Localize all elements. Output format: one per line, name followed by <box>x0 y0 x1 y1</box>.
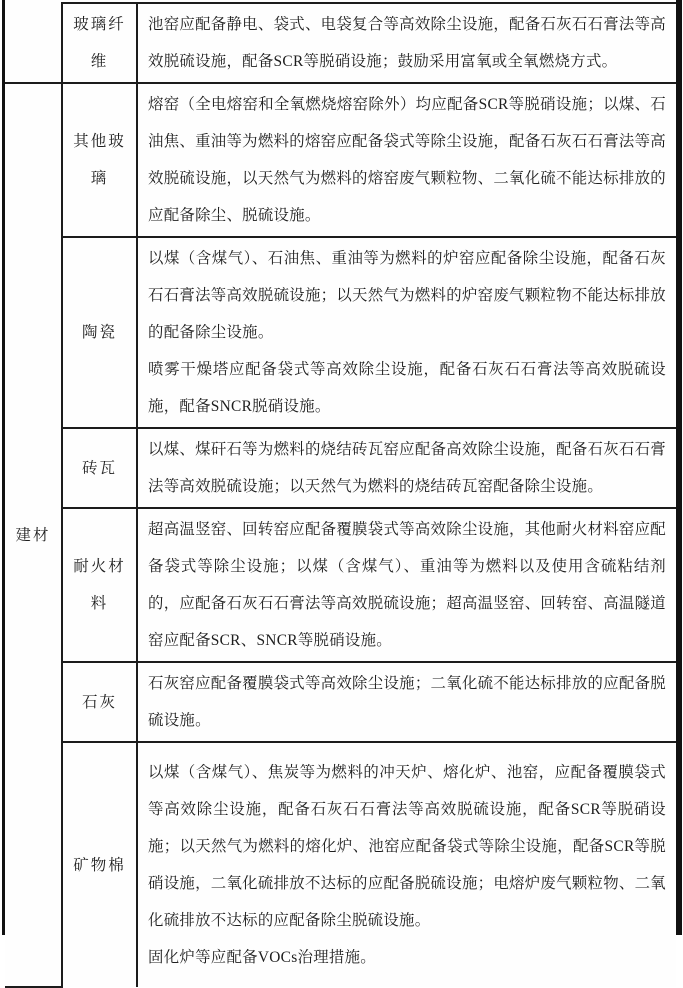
requirements-cell <box>137 742 676 987</box>
subcategory-cell-mineral-wool: 矿物棉 <box>62 742 137 987</box>
table-row <box>5 742 676 987</box>
subcategory-cell-ceramics: 陶瓷 <box>62 237 137 428</box>
category-cell-building-materials: 建材 <box>5 83 62 987</box>
requirements-cell <box>137 3 676 83</box>
requirements-cell <box>137 508 676 662</box>
requirement-paragraph: 石灰窑应配备覆膜袋式等高效除尘设施；二氧化硫不能达标排放的应配备脱硫设施。 <box>148 675 666 729</box>
table-row <box>5 428 676 508</box>
subcategory-cell-lime: 石灰 <box>62 662 137 742</box>
requirement-paragraph: 固化炉等应配备VOCs治理措施。 <box>148 949 376 966</box>
requirement-paragraph: 熔窑（全电熔窑和全氧燃烧熔窑除外）均应配备SCR等脱硝设施；以煤、石油焦、重油等为燃料的熔窑应配备袋式等除尘设施，配备石灰石石膏法等高效脱硫设施，以天然气为燃料的熔窑废气颗粒物、二氧化硫不能达标排放的应配备除尘、脱硫设施。 <box>148 96 666 224</box>
subcategory-cell-refractory: 耐火材料 <box>62 508 137 662</box>
right-page-edge <box>676 0 682 935</box>
requirement-paragraph: 以煤（含煤气）、焦炭等为燃料的冲天炉、熔化炉、池窑，应配备覆膜袋式等高效除尘设施，配备石灰石石膏法等高效脱硫设施，配备SCR等脱硝设施；以天然气为燃料的熔化炉、池窑应配备袋式等除尘设施，配备SCR等脱硝设施，二氧化硫排放不达标的应配备脱硫设施；电熔炉废气颗粒物、二氧化硫排放不达标的应配备除尘脱硫设施。 <box>148 764 666 929</box>
requirement-paragraph: 超高温竖窑、回转窑应配备覆膜袋式等高效除尘设施，其他耐火材料窑应配备袋式等除尘设施；以煤（含煤气）、重油等为燃料以及使用含硫粘结剂的，应配备石灰石石膏法等高效脱硫设施；超高温竖窑、回转窑、高温隧道窑应配备SCR、SNCR等脱硝设施。 <box>148 521 666 649</box>
requirements-cell <box>137 237 676 428</box>
requirements-cell <box>137 662 676 742</box>
requirement-paragraph: 以煤（含煤气）、石油焦、重油等为燃料的炉窑应配备除尘设施，配备石灰石石膏法等高效脱硫设施；以天然气为燃料的炉窑废气颗粒物不能达标排放的配备除尘设施。 <box>148 250 666 341</box>
requirement-paragraph: 以煤、煤矸石等为燃料的烧结砖瓦窑应配备高效除尘设施，配备石灰石石膏法等高效脱硫设施；以天然气为燃料的烧结砖瓦窑配备除尘设施。 <box>148 441 666 495</box>
requirement-paragraph: 喷雾干燥塔应配备袋式等高效除尘设施，配备石灰石石膏法等高效脱硫设施，配备SNCR脱硝设施。 <box>148 361 666 415</box>
requirement-paragraph: 池窑应配备静电、袋式、电袋复合等高效除尘设施，配备石灰石石膏法等高效脱硫设施，配备SCR等脱硝设施；鼓励采用富氧或全氧燃烧方式。 <box>148 16 666 70</box>
table-row <box>5 3 676 83</box>
table-row <box>5 237 676 428</box>
requirements-table <box>5 2 676 988</box>
requirements-cell <box>137 83 676 237</box>
category-cell-continued <box>5 3 62 83</box>
table-row <box>5 662 676 742</box>
table-row <box>5 83 676 237</box>
requirements-cell <box>137 428 676 508</box>
subcategory-cell-glass-fiber: 玻璃纤维 <box>62 3 137 83</box>
table-row <box>5 508 676 662</box>
subcategory-cell-other-glass: 其他玻璃 <box>62 83 137 237</box>
subcategory-cell-brick-tile: 砖瓦 <box>62 428 137 508</box>
